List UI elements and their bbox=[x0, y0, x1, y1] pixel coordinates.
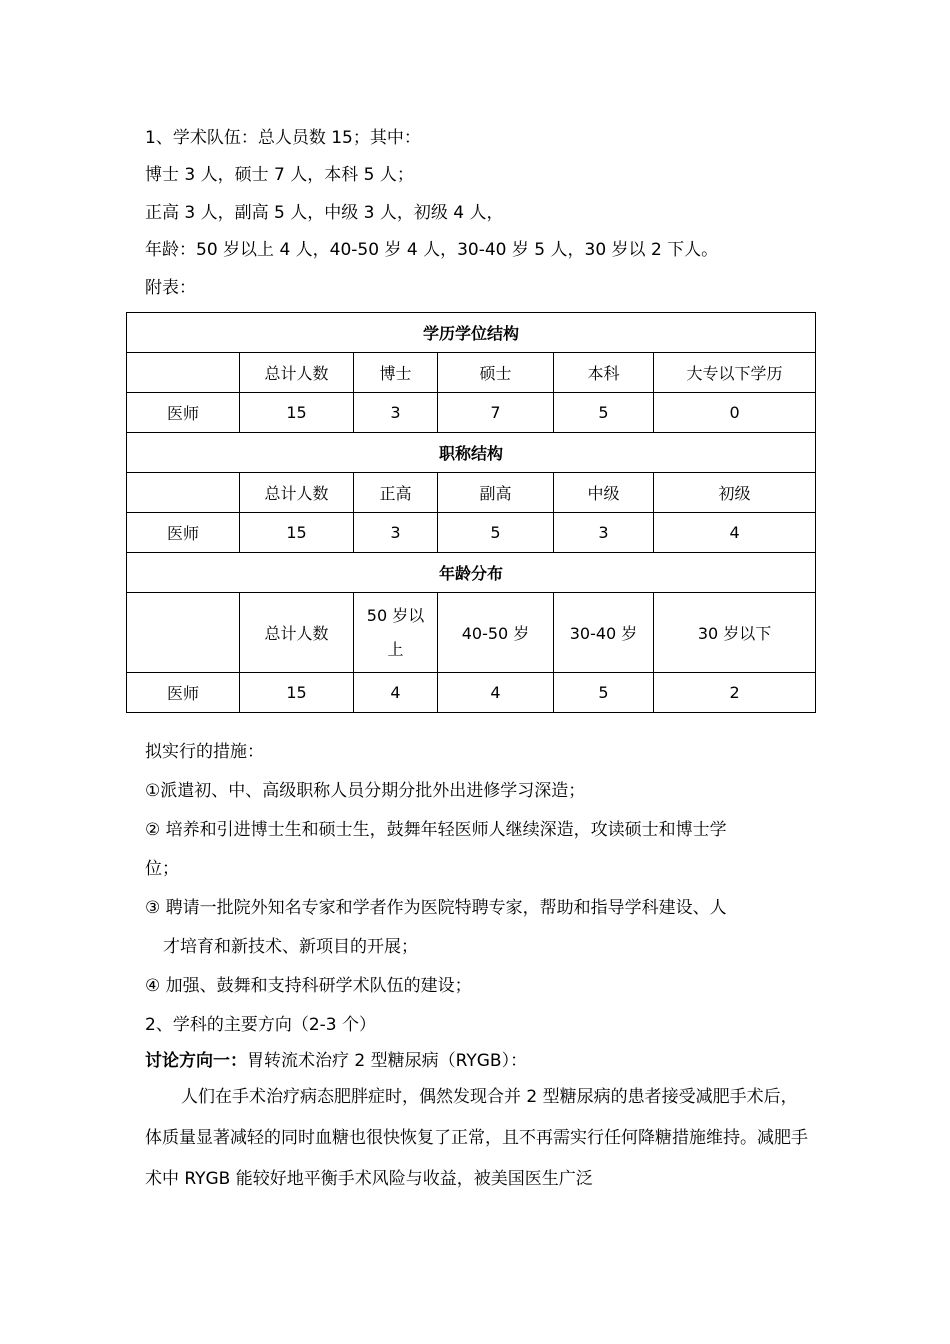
header-cell: 正高 bbox=[354, 473, 438, 513]
direction-1-title: 胃转流术治疗 2 型糖尿病（RYGB）： bbox=[247, 1051, 528, 1071]
data-cell: 医师 bbox=[127, 393, 240, 433]
intro-line-3: 正高 3 人，副高 5 人，中级 3 人，初级 4 人， bbox=[145, 203, 504, 223]
data-cell: 3 bbox=[554, 513, 654, 553]
intro-line-1: 1、学术队伍：总人员数 15；其中： bbox=[145, 128, 421, 148]
data-cell: 3 bbox=[354, 513, 438, 553]
header-cell: 初级 bbox=[654, 473, 816, 513]
data-cell: 15 bbox=[240, 673, 354, 713]
header-cell: 硕士 bbox=[438, 353, 554, 393]
section-title-age: 年龄分布 bbox=[127, 553, 816, 593]
section-row-rank bbox=[127, 433, 816, 473]
data-row-rank bbox=[127, 513, 816, 553]
header-row-age bbox=[127, 593, 816, 673]
header-cell: 40-50 岁 bbox=[438, 593, 554, 673]
appendix-label: 附表： bbox=[145, 278, 196, 298]
section-row-education bbox=[127, 313, 816, 353]
data-cell: 4 bbox=[654, 513, 816, 553]
data-cell: 5 bbox=[554, 673, 654, 713]
staff-statistics-table bbox=[126, 312, 816, 713]
header-cell: 博士 bbox=[354, 353, 438, 393]
header-cell: 总计人数 bbox=[240, 593, 354, 673]
header-cell bbox=[127, 353, 240, 393]
header-cell: 总计人数 bbox=[240, 473, 354, 513]
measure-1: ①派遣初、中、高级职称人员分期分批外出进修学习深造； bbox=[145, 781, 586, 801]
header-cell: 大专以下学历 bbox=[654, 353, 816, 393]
data-row-education bbox=[127, 393, 816, 433]
direction-1-paragraph: 人们在手术治疗病态肥胖症时，偶然发现合并 2 型糖尿病的患者接受减肥手术后，体质量显著减轻的同时血糖也很快恢复了正常，且不再需实行任何降糖措施维持。减肥手术中 RYGB 能较好地平衡手术风险与收益，被美国医生广泛 bbox=[145, 1087, 808, 1189]
header-cell: 本科 bbox=[554, 353, 654, 393]
data-cell: 4 bbox=[438, 673, 554, 713]
header-cell: 中级 bbox=[554, 473, 654, 513]
data-cell: 医师 bbox=[127, 673, 240, 713]
header-row-education bbox=[127, 353, 816, 393]
data-row-age bbox=[127, 673, 816, 713]
header-cell: 总计人数 bbox=[240, 353, 354, 393]
header-cell bbox=[127, 593, 240, 673]
data-cell: 15 bbox=[240, 513, 354, 553]
header-cell: 30-40 岁 bbox=[554, 593, 654, 673]
header-row-rank bbox=[127, 473, 816, 513]
data-cell: 医师 bbox=[127, 513, 240, 553]
measures-heading: 拟实行的措施： bbox=[145, 742, 264, 762]
data-cell: 0 bbox=[654, 393, 816, 433]
direction-1-line bbox=[145, 1049, 527, 1073]
intro-line-2: 博士 3 人，硕士 7 人，本科 5 人； bbox=[145, 165, 414, 185]
data-cell: 3 bbox=[354, 393, 438, 433]
header-cell: 副高 bbox=[438, 473, 554, 513]
header-cell-text: 50 岁以上 bbox=[366, 605, 425, 659]
measure-3: ③ 聘请一批院外知名专家和学者作为医院特聘专家，帮助和指导学科建设、人 bbox=[145, 898, 727, 918]
section-row-age bbox=[127, 553, 816, 593]
data-cell: 15 bbox=[240, 393, 354, 433]
intro-line-4: 年龄：50 岁以上 4 人，40-50 岁 4 人，30-40 岁 5 人，30 岁以 2 下人。 bbox=[145, 240, 719, 260]
data-cell: 7 bbox=[438, 393, 554, 433]
section-title-rank: 职称结构 bbox=[127, 433, 816, 473]
measure-3-continued: 才培育和新技术、新项目的开展； bbox=[163, 937, 418, 957]
header-cell: 30 岁以下 bbox=[654, 593, 816, 673]
data-cell: 5 bbox=[438, 513, 554, 553]
direction-1-label: 讨论方向一： bbox=[145, 1051, 247, 1071]
header-cell bbox=[354, 593, 438, 673]
measure-4: ④ 加强、鼓舞和支持科研学术队伍的建设； bbox=[145, 976, 472, 996]
header-cell bbox=[127, 473, 240, 513]
data-cell: 4 bbox=[354, 673, 438, 713]
section-title-education: 学历学位结构 bbox=[127, 313, 816, 353]
data-cell: 2 bbox=[654, 673, 816, 713]
measure-2-continued: 位； bbox=[145, 859, 179, 879]
data-cell: 5 bbox=[554, 393, 654, 433]
measure-2: ② 培养和引进博士生和硕士生，鼓舞年轻医师人继续深造，攻读硕士和博士学 bbox=[145, 820, 727, 840]
section-2-heading: 2、学科的主要方向（2-3 个） bbox=[145, 1015, 376, 1035]
